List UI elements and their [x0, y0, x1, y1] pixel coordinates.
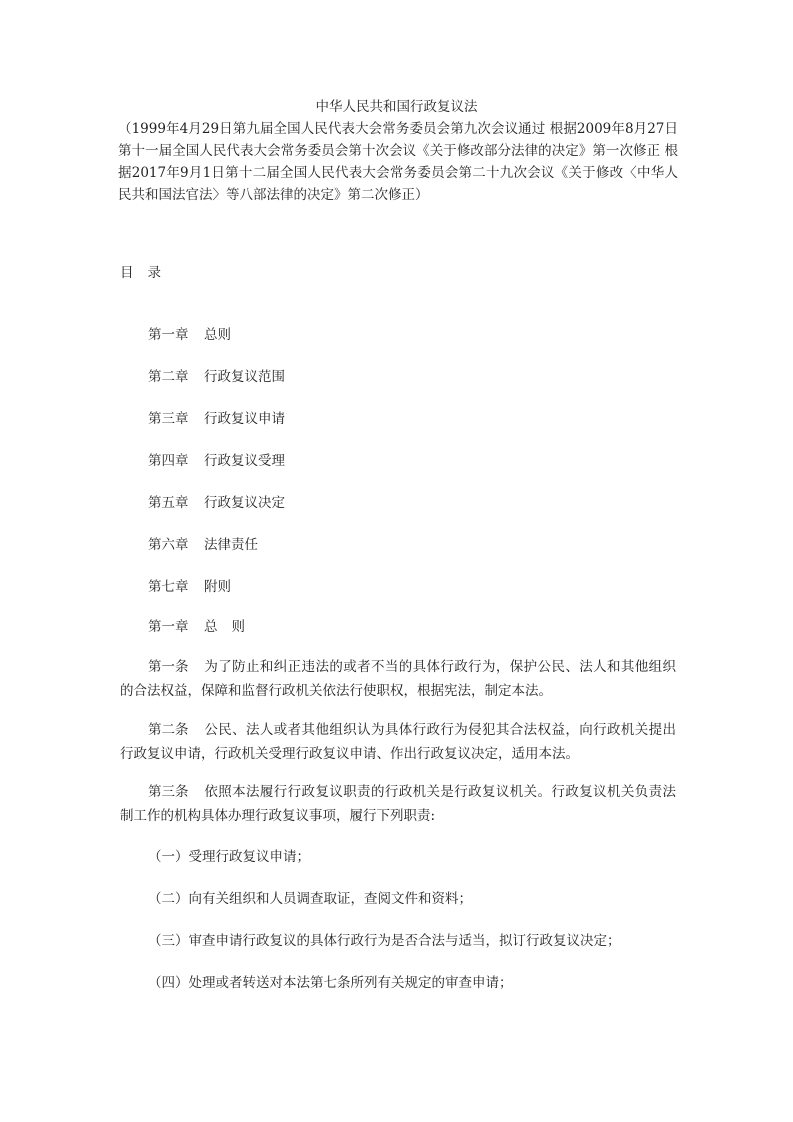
law-preamble: （1999年4月29日第九届全国人民代表大会常务委员会第九次会议通过 根据2009年8月27日第十一届全国人民代表大会常务委员会第十次会议《关于修改部分法律的决定》第一次修正 根据2017年9月1日第十二届全国人民代表大会常务委员会第二十九次会议《关于修改〈中华人民共和国法官法〉等八部法律的决定》第二次修正） [118, 121, 678, 203]
toc-heading-char: 录 [147, 265, 161, 281]
toc-item [148, 324, 285, 366]
toc-chapter-title: 总则 [204, 327, 231, 343]
duty-list [148, 846, 621, 1014]
article-number: 第二条 [148, 722, 189, 738]
duty-item: （一）受理行政复议申请； [148, 849, 310, 865]
chapter-heading [148, 616, 245, 638]
article-number: 第三条 [148, 784, 189, 800]
toc-chapter-title: 行政复议申请 [204, 411, 285, 427]
toc-item [148, 450, 285, 492]
toc-item [148, 366, 285, 408]
toc-heading [120, 262, 161, 284]
toc-chapter-number: 第六章 [148, 537, 189, 553]
duty-item: （三）审查申请行政复议的具体行政行为是否合法与适当，拟订行政复议决定； [148, 933, 621, 949]
article-3 [120, 780, 676, 828]
toc-chapter-number: 第四章 [148, 453, 189, 469]
article-text: 依照本法履行行政复议职责的行政机关是行政复议机关。行政复议机关负责法制工作的机构具体办理行政复议事项，履行下列职责: [120, 784, 676, 824]
chapter-title-char: 则 [231, 619, 245, 635]
article-1 [120, 655, 676, 703]
toc-chapter-number: 第一章 [148, 327, 189, 343]
toc-chapter-title: 行政复议受理 [204, 453, 285, 469]
toc-chapter-number: 第七章 [148, 579, 189, 595]
toc-chapter-number: 第五章 [148, 495, 189, 511]
duty-item: （二）向有关组织和人员调查取证，查阅文件和资料； [148, 891, 472, 907]
chapter-number: 第一章 [148, 619, 189, 635]
toc-item [148, 492, 285, 534]
table-of-contents [148, 324, 285, 618]
chapter-title-char: 总 [204, 619, 218, 635]
toc-item [148, 534, 285, 576]
toc-item [148, 576, 285, 618]
article-2 [120, 718, 676, 766]
toc-heading-char: 目 [120, 265, 134, 281]
duty-item: （四）处理或者转送对本法第七条所列有关规定的审查申请； [148, 975, 513, 991]
toc-item [148, 408, 285, 450]
article-text: 公民、法人或者其他组织认为具体行政行为侵犯其合法权益，向行政机关提出行政复议申请，行政机关受理行政复议申请、作出行政复议决定，适用本法。 [120, 722, 676, 762]
toc-chapter-title: 行政复议范围 [204, 369, 285, 385]
toc-chapter-number: 第三章 [148, 411, 189, 427]
article-number: 第一条 [148, 659, 189, 675]
article-text: 为了防止和纠正违法的或者不当的具体行政行为，保护公民、法人和其他组织的合法权益，保障和监督行政机关依法行使职权，根据宪法，制定本法。 [120, 659, 676, 699]
toc-chapter-title: 附则 [204, 579, 231, 595]
toc-chapter-title: 行政复议决定 [204, 495, 285, 511]
toc-chapter-title: 法律责任 [204, 537, 258, 553]
law-title: 中华人民共和国行政复议法 [315, 99, 478, 115]
toc-chapter-number: 第二章 [148, 369, 189, 385]
